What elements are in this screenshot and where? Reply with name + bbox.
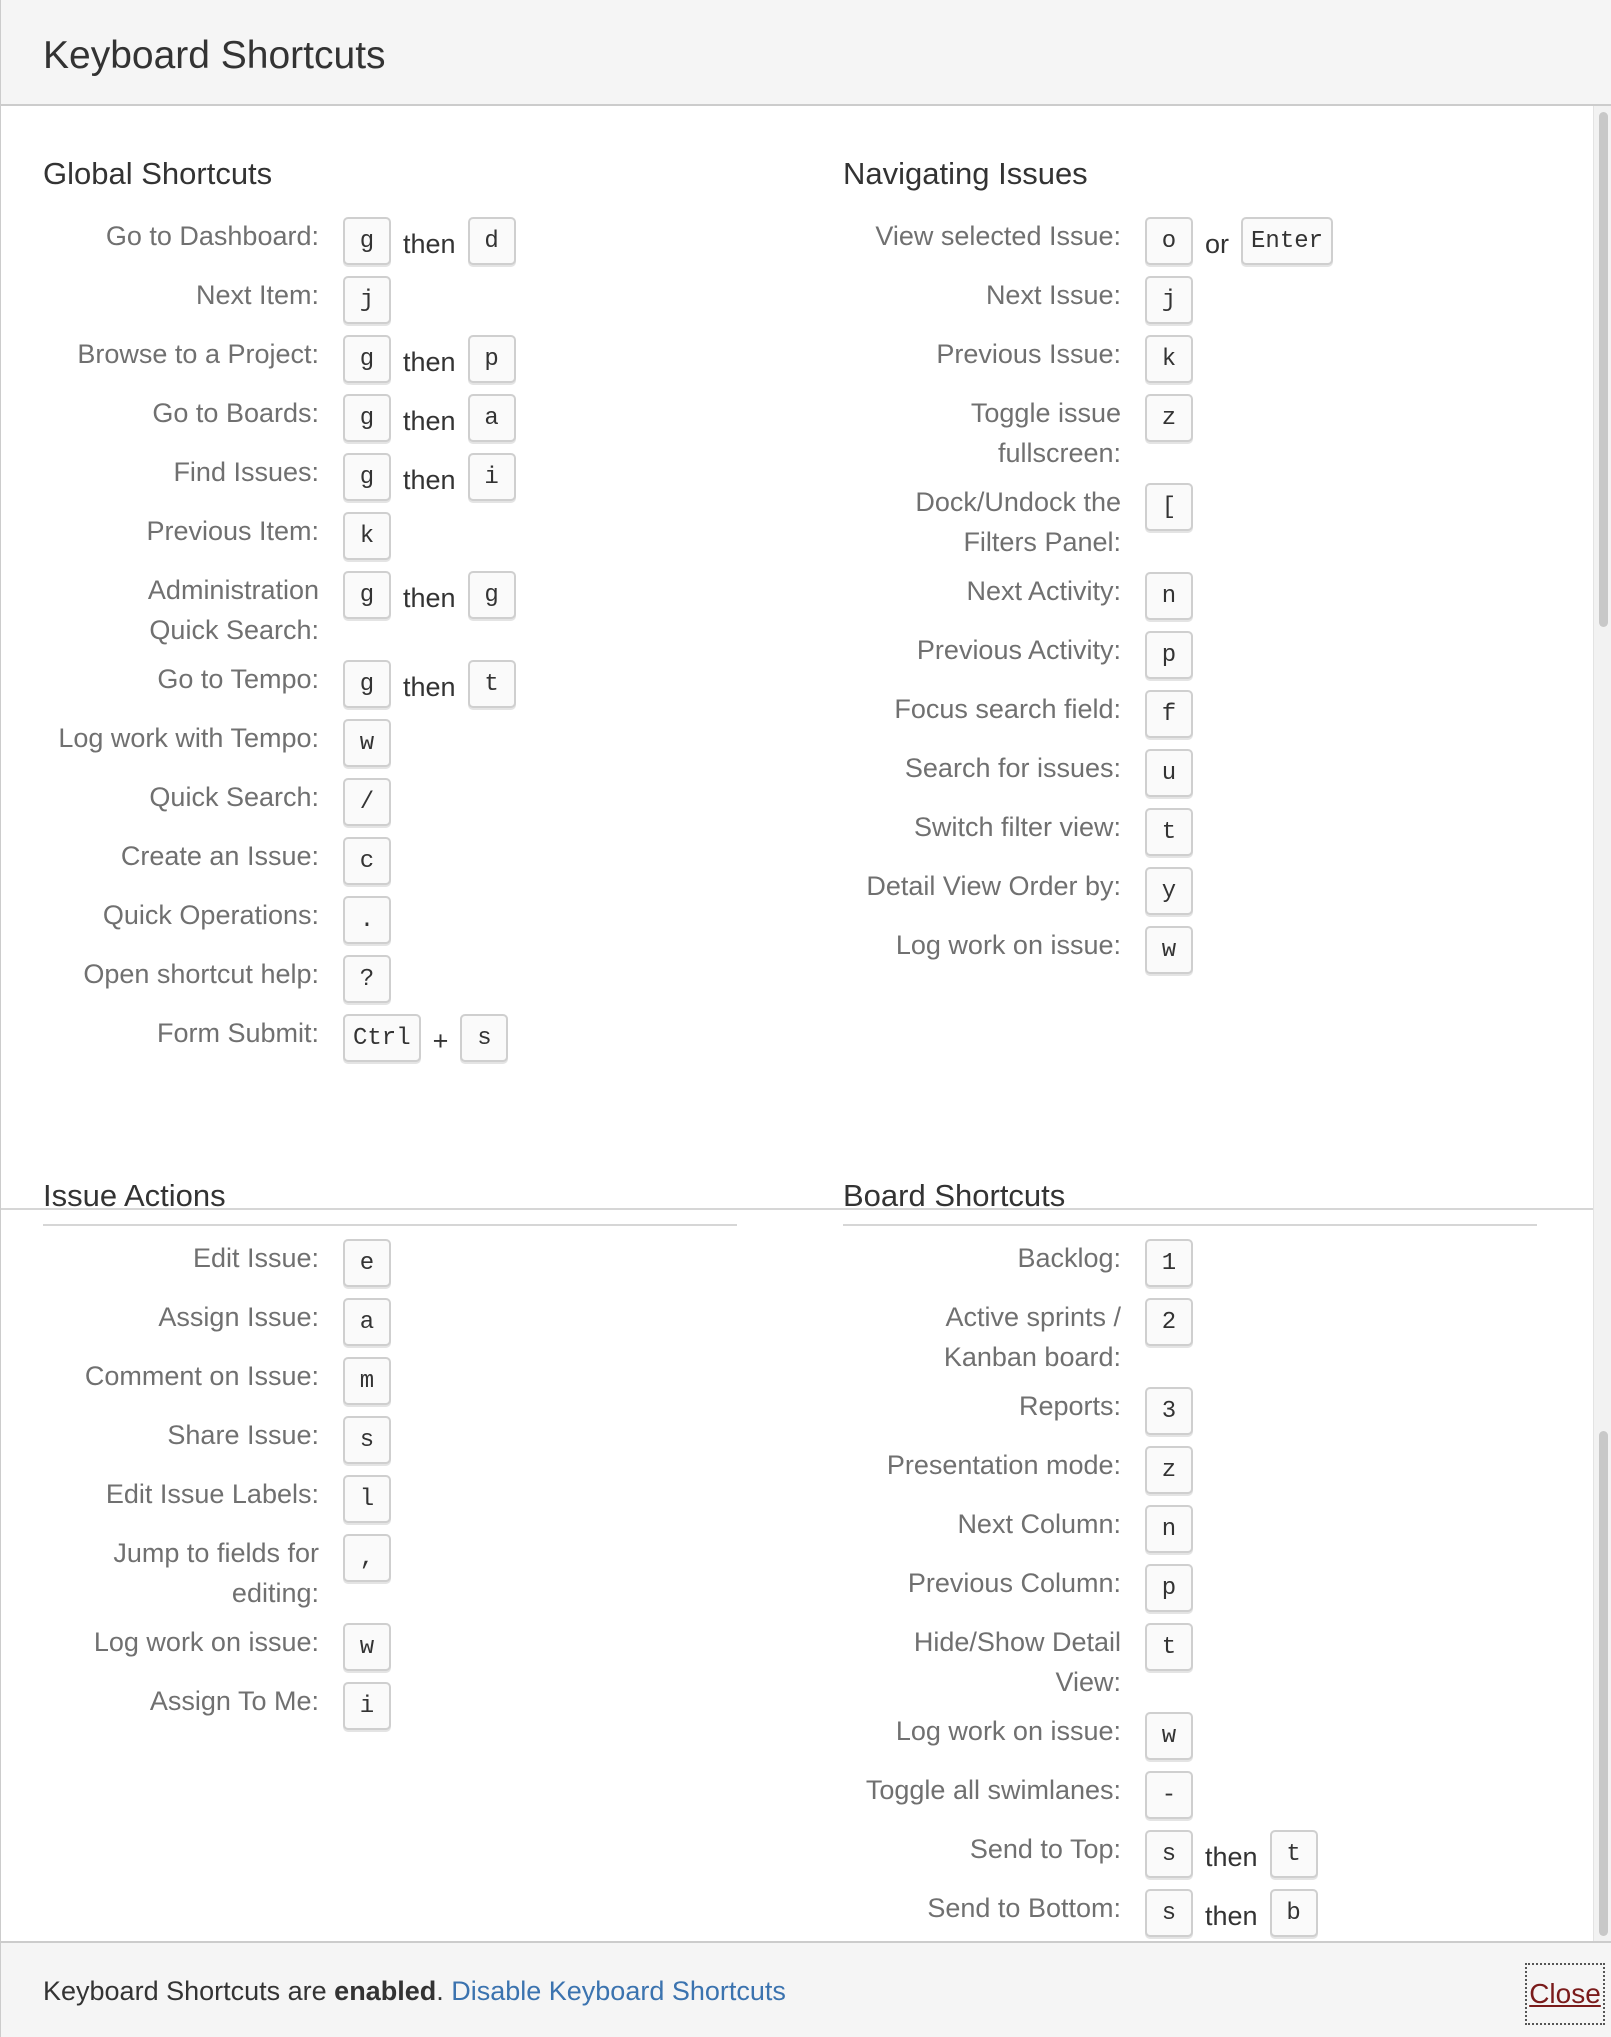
key-cap: z — [1145, 1446, 1193, 1494]
shortcut-row-log-work-on-issue — [843, 1711, 1318, 1761]
shortcut-row-jump-to-fields-for-editing — [43, 1533, 391, 1613]
key-cap: m — [343, 1357, 391, 1405]
key-cap: w — [343, 1623, 391, 1671]
shortcut-list — [843, 1238, 1318, 1941]
shortcut-keys — [343, 334, 516, 384]
shortcut-keys — [1145, 482, 1193, 532]
shortcut-keys — [343, 1415, 391, 1465]
key-cap: s — [1145, 1830, 1193, 1878]
key-cap: / — [343, 778, 391, 826]
shortcut-row-dock-undock-the-filters-panel — [843, 482, 1333, 562]
key-cap: n — [1145, 1505, 1193, 1553]
shortcut-keys — [1145, 1563, 1193, 1613]
shortcut-row-send-to-bottom — [843, 1888, 1318, 1938]
shortcut-row-go-to-tempo — [43, 659, 516, 709]
status-suffix: . — [436, 1976, 452, 2006]
key-cap: 3 — [1145, 1387, 1193, 1435]
shortcut-keys — [343, 452, 516, 502]
shortcut-list — [843, 216, 1333, 984]
dialog-footer — [1, 1941, 1611, 2037]
shortcut-keys — [1145, 1386, 1193, 1436]
shortcut-keys — [343, 1474, 391, 1524]
shortcut-row-search-for-issues — [843, 748, 1333, 798]
shortcut-label: View selected Issue: — [875, 221, 1121, 251]
key-cap: t — [468, 660, 516, 708]
key-cap: p — [1145, 1564, 1193, 1612]
column-divider-left — [43, 1224, 737, 1226]
section-heading: Navigating Issues — [843, 156, 1088, 191]
shortcut-row-log-work-on-issue — [43, 1622, 391, 1672]
shortcut-label: Next Column: — [957, 1509, 1121, 1539]
status-prefix: Keyboard Shortcuts are — [43, 1976, 335, 2006]
key-cap: n — [1145, 572, 1193, 620]
shortcut-label: Open shortcut help: — [83, 959, 319, 989]
shortcut-label: Comment on Issue: — [84, 1361, 319, 1391]
shortcut-label: Administration Quick Search: — [147, 575, 319, 645]
shortcut-label: Log work on issue: — [93, 1627, 319, 1657]
shortcut-keys — [343, 777, 391, 827]
shortcut-keys — [343, 954, 391, 1004]
shortcut-label: Send to Top: — [969, 1834, 1121, 1864]
shortcut-label: Next Activity: — [966, 576, 1121, 606]
key-cap: t — [1145, 808, 1193, 856]
shortcut-keys — [343, 718, 391, 768]
shortcut-label: Dock/Undock the Filters Panel: — [915, 487, 1121, 557]
vertical-scrollbar[interactable] — [1593, 106, 1611, 1941]
key-cap: e — [343, 1239, 391, 1287]
key-cap: b — [1270, 1889, 1318, 1937]
section-heading: Issue Actions — [43, 1178, 226, 1213]
shortcut-keys — [343, 570, 516, 620]
shortcut-label: Log work with Tempo: — [58, 723, 319, 753]
key-separator: then — [403, 465, 456, 495]
shortcut-label: Browse to a Project: — [77, 339, 319, 369]
shortcut-keys — [1145, 1770, 1193, 1820]
key-cap: ? — [343, 955, 391, 1003]
key-cap: g — [343, 335, 391, 383]
shortcut-row-create-an-issue — [43, 836, 516, 886]
shortcut-label: Hide/Show Detail View: — [913, 1627, 1121, 1697]
shortcut-keys — [1145, 1888, 1318, 1938]
key-cap: g — [468, 571, 516, 619]
shortcut-keys — [343, 275, 391, 325]
shortcut-label: Previous Issue: — [936, 339, 1121, 369]
shortcut-label: Edit Issue: — [192, 1243, 319, 1273]
key-cap: y — [1145, 867, 1193, 915]
shortcut-row-go-to-boards — [43, 393, 516, 443]
shortcut-keys — [1145, 1238, 1193, 1288]
shortcut-row-switch-filter-view — [843, 807, 1333, 857]
shortcut-row-next-item — [43, 275, 516, 325]
key-separator: then — [1205, 1842, 1258, 1872]
shortcut-label: Jump to fields for editing: — [113, 1538, 319, 1608]
shortcut-keys — [1145, 216, 1333, 266]
dialog-content[interactable] — [1, 106, 1593, 1941]
shortcut-label: Go to Dashboard: — [105, 221, 319, 251]
key-cap: j — [1145, 276, 1193, 324]
shortcut-keys — [343, 836, 391, 886]
shortcut-label: Assign To Me: — [149, 1686, 319, 1716]
scrollbar-thumb-bottom[interactable] — [1599, 1431, 1608, 1936]
shortcut-label: Assign Issue: — [158, 1302, 319, 1332]
key-cap: u — [1145, 749, 1193, 797]
key-cap: g — [343, 394, 391, 442]
key-cap: , — [343, 1534, 391, 1582]
key-separator: + — [432, 1026, 449, 1056]
key-cap: i — [343, 1682, 391, 1730]
key-cap: p — [468, 335, 516, 383]
shortcut-row-reports — [843, 1386, 1318, 1436]
shortcut-row-edit-issue-labels — [43, 1474, 391, 1524]
shortcut-label: Edit Issue Labels: — [105, 1479, 319, 1509]
key-separator: or — [1205, 229, 1230, 259]
shortcut-row-view-selected-issue — [843, 216, 1333, 266]
shortcut-label: Active sprints / Kanban board: — [943, 1302, 1121, 1372]
shortcuts-status — [43, 1976, 786, 2007]
key-cap: p — [1145, 631, 1193, 679]
key-cap: z — [1145, 394, 1193, 442]
dialog-title: Keyboard Shortcuts — [43, 34, 386, 77]
shortcut-label: Next Issue: — [985, 280, 1121, 310]
key-cap: g — [343, 453, 391, 501]
key-cap: [ — [1145, 483, 1193, 531]
shortcut-keys — [1145, 1297, 1193, 1347]
key-cap: g — [343, 217, 391, 265]
key-cap: i — [468, 453, 516, 501]
key-cap: Enter — [1241, 217, 1333, 265]
key-separator: then — [403, 583, 456, 613]
shortcut-row-open-shortcut-help — [43, 954, 516, 1004]
shortcut-row-log-work-on-issue — [843, 925, 1333, 975]
key-cap: w — [343, 719, 391, 767]
shortcut-label: Log work on issue: — [895, 1716, 1121, 1746]
key-separator: then — [403, 672, 456, 702]
key-cap: a — [343, 1298, 391, 1346]
shortcut-keys — [1145, 807, 1193, 857]
shortcut-row-share-issue — [43, 1415, 391, 1465]
key-separator: then — [1205, 1901, 1258, 1931]
key-cap: s — [1145, 1889, 1193, 1937]
shortcut-label: Toggle all swimlanes: — [865, 1775, 1121, 1805]
shortcut-label: Previous Item: — [146, 516, 319, 546]
key-cap: g — [343, 660, 391, 708]
key-cap: Ctrl — [343, 1014, 421, 1062]
shortcut-keys — [1145, 748, 1193, 798]
shortcut-list — [43, 1238, 391, 1740]
shortcut-row-previous-column — [843, 1563, 1318, 1613]
shortcut-label: Form Submit: — [156, 1018, 319, 1048]
shortcut-row-edit-issue — [43, 1238, 391, 1288]
shortcut-keys — [343, 659, 516, 709]
shortcut-label: Quick Search: — [149, 782, 319, 812]
key-cap: c — [343, 837, 391, 885]
shortcut-row-toggle-all-swimlanes — [843, 1770, 1318, 1820]
key-cap: . — [343, 896, 391, 944]
section-heading: Board Shortcuts — [843, 1178, 1066, 1213]
section-heading: Global Shortcuts — [43, 156, 273, 191]
disable-shortcuts-link[interactable]: Disable Keyboard Shortcuts — [451, 1976, 786, 2006]
key-cap: 1 — [1145, 1239, 1193, 1287]
shortcut-keys — [343, 1622, 391, 1672]
shortcut-row-toggle-issue-fullscreen — [843, 393, 1333, 473]
key-cap: w — [1145, 1712, 1193, 1760]
shortcut-keys — [1145, 925, 1193, 975]
shortcut-row-next-column — [843, 1504, 1318, 1554]
scrollbar-thumb-top[interactable] — [1599, 112, 1608, 627]
shortcut-row-assign-to-me — [43, 1681, 391, 1731]
shortcut-row-find-issues — [43, 452, 516, 502]
shortcut-list — [43, 216, 516, 1072]
shortcut-keys — [1145, 1829, 1318, 1879]
shortcut-label: Switch filter view: — [913, 812, 1121, 842]
key-separator: then — [403, 229, 456, 259]
shortcut-keys — [343, 511, 391, 561]
shortcut-label: Search for issues: — [904, 753, 1121, 783]
shortcut-label: Quick Operations: — [102, 900, 319, 930]
key-cap: j — [343, 276, 391, 324]
shortcut-label: Backlog: — [1017, 1243, 1121, 1273]
key-cap: k — [1145, 335, 1193, 383]
key-cap: s — [343, 1416, 391, 1464]
shortcut-row-send-to-top — [843, 1829, 1318, 1879]
close-button[interactable]: Close — [1525, 1963, 1605, 2025]
shortcut-keys — [1145, 393, 1193, 443]
key-cap: l — [343, 1475, 391, 1523]
key-cap: t — [1145, 1623, 1193, 1671]
shortcut-keys — [1145, 689, 1193, 739]
shortcut-keys — [343, 1297, 391, 1347]
shortcut-row-backlog — [843, 1238, 1318, 1288]
shortcut-row-hide-show-detail-view — [843, 1622, 1318, 1702]
shortcut-row-previous-issue — [843, 334, 1333, 384]
shortcut-row-presentation-mode — [843, 1445, 1318, 1495]
shortcut-keys — [343, 1238, 391, 1288]
shortcut-row-quick-search — [43, 777, 516, 827]
shortcut-keys — [1145, 1445, 1193, 1495]
key-cap: a — [468, 394, 516, 442]
shortcut-label: Next Item: — [195, 280, 319, 310]
shortcut-row-detail-view-order-by — [843, 866, 1333, 916]
shortcut-label: Reports: — [1018, 1391, 1121, 1421]
shortcut-keys — [1145, 630, 1193, 680]
shortcut-label: Previous Column: — [907, 1568, 1121, 1598]
key-separator: then — [403, 347, 456, 377]
shortcut-keys — [343, 1356, 391, 1406]
shortcut-label: Toggle issue fullscreen: — [970, 398, 1121, 468]
key-cap: t — [1270, 1830, 1318, 1878]
key-cap: 2 — [1145, 1298, 1193, 1346]
shortcut-row-active-sprints-kanban-board — [843, 1297, 1318, 1377]
shortcut-row-next-activity — [843, 571, 1333, 621]
shortcut-row-focus-search-field — [843, 689, 1333, 739]
shortcut-keys — [343, 216, 516, 266]
shortcut-label: Presentation mode: — [886, 1450, 1121, 1480]
key-cap: f — [1145, 690, 1193, 738]
shortcut-row-browse-to-a-project — [43, 334, 516, 384]
shortcut-label: Detail View Order by: — [866, 871, 1121, 901]
shortcut-keys — [1145, 1711, 1193, 1761]
shortcut-row-next-issue — [843, 275, 1333, 325]
shortcut-row-assign-issue — [43, 1297, 391, 1347]
shortcut-keys — [1145, 1622, 1193, 1672]
shortcut-row-previous-item — [43, 511, 516, 561]
shortcut-row-administration-quick-search — [43, 570, 516, 650]
key-cap: d — [468, 217, 516, 265]
dialog-header — [1, 0, 1611, 106]
shortcut-row-go-to-dashboard — [43, 216, 516, 266]
shortcut-label: Create an Issue: — [120, 841, 319, 871]
shortcut-label: Find Issues: — [173, 457, 319, 487]
key-cap: w — [1145, 926, 1193, 974]
shortcut-keys — [1145, 866, 1193, 916]
shortcut-keys — [1145, 334, 1193, 384]
shortcut-label: Focus search field: — [894, 694, 1121, 724]
shortcut-row-log-work-with-tempo — [43, 718, 516, 768]
shortcut-label: Log work on issue: — [895, 930, 1121, 960]
column-divider-right — [843, 1224, 1537, 1226]
key-cap: g — [343, 571, 391, 619]
key-cap: - — [1145, 1771, 1193, 1819]
shortcut-row-comment-on-issue — [43, 1356, 391, 1406]
shortcut-keys — [1145, 571, 1193, 621]
shortcut-row-previous-activity — [843, 630, 1333, 680]
section-divider — [1, 1208, 1593, 1210]
shortcut-keys — [343, 1013, 508, 1063]
shortcut-label: Send to Bottom: — [927, 1893, 1121, 1923]
shortcut-keys — [343, 1533, 391, 1583]
key-cap: o — [1145, 217, 1193, 265]
key-cap: s — [460, 1014, 508, 1062]
shortcut-label: Previous Activity: — [916, 635, 1121, 665]
shortcut-keys — [343, 1681, 391, 1731]
shortcut-keys — [343, 895, 391, 945]
status-enabled: enabled — [334, 1976, 437, 2006]
shortcut-label: Go to Boards: — [152, 398, 319, 428]
key-separator: then — [403, 406, 456, 436]
shortcut-keys — [1145, 275, 1193, 325]
key-cap: k — [343, 512, 391, 560]
shortcut-label: Go to Tempo: — [157, 664, 319, 694]
shortcut-label: Share Issue: — [167, 1420, 319, 1450]
shortcut-keys — [1145, 1504, 1193, 1554]
shortcut-keys — [343, 393, 516, 443]
shortcut-row-quick-operations — [43, 895, 516, 945]
shortcut-row-form-submit — [43, 1013, 516, 1063]
